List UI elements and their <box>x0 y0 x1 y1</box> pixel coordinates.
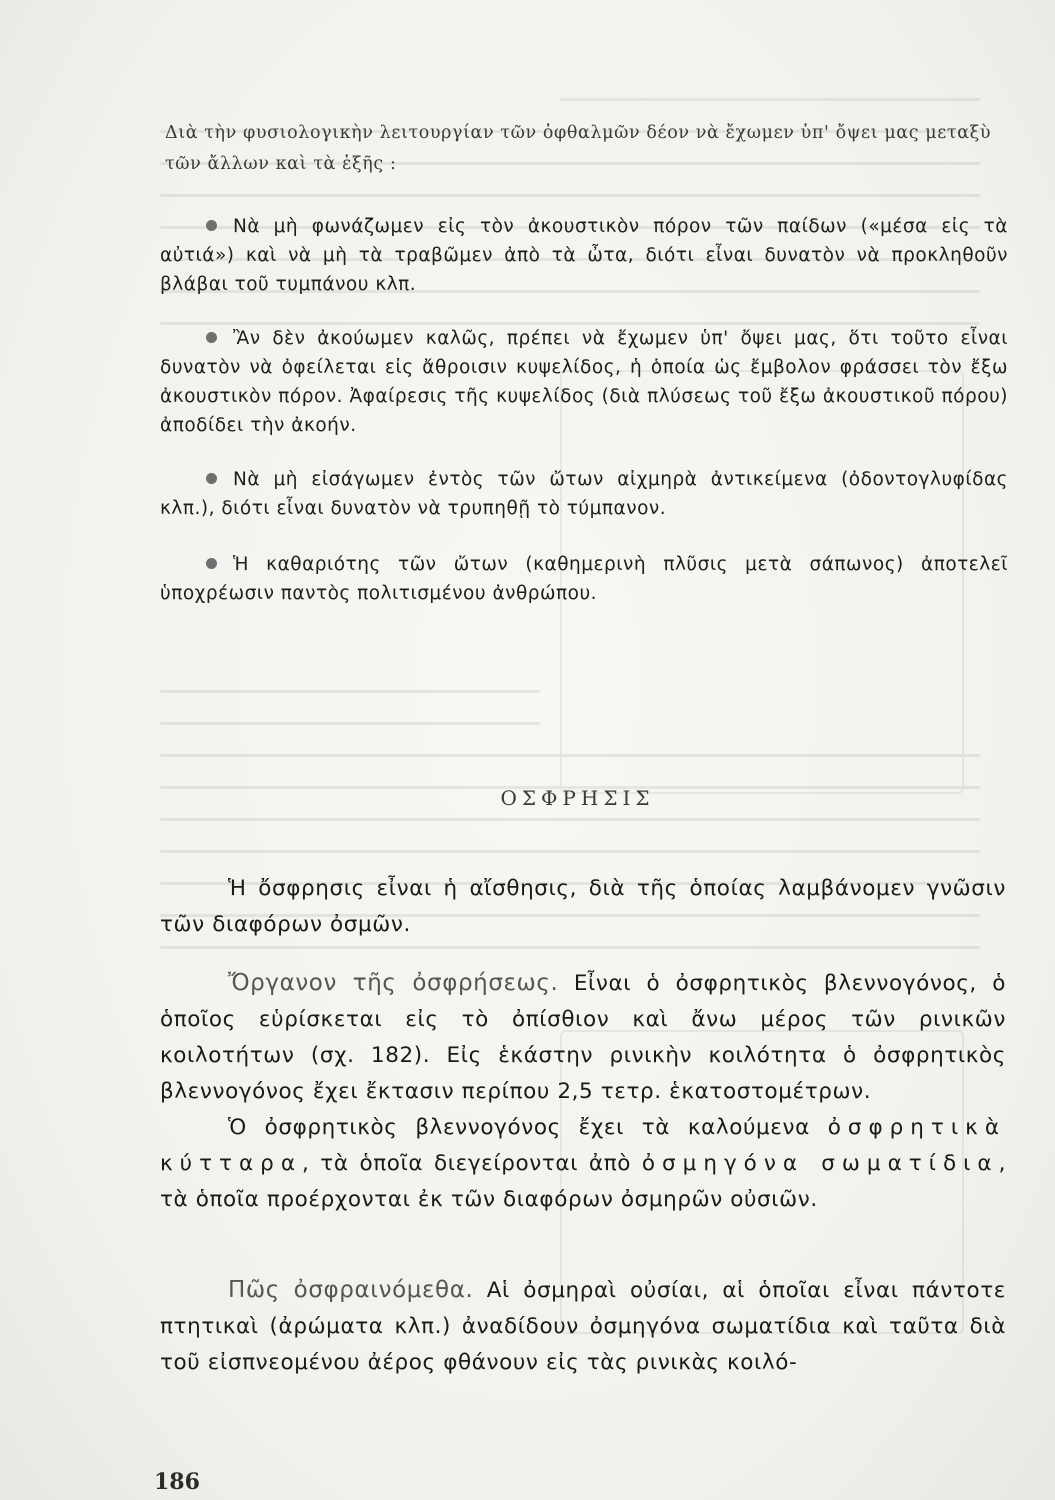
list-item <box>160 212 1008 299</box>
list-item-text: Νὰ μὴ εἰσάγωμεν ἐντὸς τῶν ὤτων αἰχμηρὰ ἀντικείμενα (ὀδοντογλυφίδας κλπ.), διότι εἶναι δυνατὸν νὰ τρυπηθῇ τὸ τύμπανον. <box>160 469 1008 519</box>
smell-section-body <box>160 871 1006 1381</box>
organ-paragraph <box>160 965 1006 1110</box>
bullet-dot-icon <box>206 220 217 231</box>
list-item <box>160 465 1008 523</box>
hearing-care-list <box>160 212 1008 632</box>
organ-subheading: Ὄργανον τῆς ὀσφρήσεως. <box>228 970 559 996</box>
organ-text: Εἶναι ὁ ὀσφρητικὸς βλεννογόνος, ὁ ὁποῖος εὑρίσκεται εἰς τὸ ὀπίσθιον καὶ ἄνω μέρος τῶν ρινικῶν κοιλοτήτων (σχ. 182). Εἰς ἑκάστην ρινικὴν κοιλότητα ὁ ὀσφρητικὸς βλεννογόνος ἔχει ἔκτασιν περίπου 2,5 τετρ. ἑκατοστομέτρων. <box>160 971 1006 1104</box>
list-item-text: Ἡ καθαριότης τῶν ὤτων (καθημερινὴ πλῦσις μετὰ σάπωνος) ἀποτελεῖ ὑποχρέωσιν παντὸς πολιτισμένου ἀνθρώπου. <box>160 554 1008 604</box>
list-item-text: Ἂν δὲν ἀκούωμεν καλῶς, πρέπει νὰ ἔχωμεν ὑπ' ὄψει μας, ὅτι τοῦτο εἶναι δυνατὸν νὰ ὀφείλεται εἰς ἄθροισιν κυψελίδος, ἡ ὁποία ὡς ἔμβολον φράσσει τὸν ἔξω ἀκουστικὸν πόρον. Ἀφαίρεσις τῆς κυψελίδος (διὰ πλύσεως τοῦ ἔξω ἀκουστικοῦ πόρου) ἀποδίδει τὴν ἀκοήν. <box>160 328 1008 436</box>
cells-paragraph <box>160 1110 1006 1218</box>
olfactory-cells-term: ὀσφρητικὰ κύτταρα <box>160 1115 1006 1176</box>
bullet-dot-icon <box>206 558 217 569</box>
definition-paragraph: Ἡ ὄσφρησις εἶναι ἡ αἴσθησις, διὰ τῆς ὁποίας λαμβάνομεν γνῶσιν τῶν διαφόρων ὀσμῶν. <box>160 876 1006 937</box>
list-item-text: Νὰ μὴ φωνάζωμεν εἰς τὸν ἀκουστικὸν πόρον τῶν παίδων («μέσα εἰς τὰ αὐτιά») καὶ νὰ μὴ τὰ τραβῶμεν ἀπὸ τὰ ὦτα, διότι εἶναι δυνατὸν νὰ προκληθοῦν βλάβαι τοῦ τυμπάνου κλπ. <box>160 216 1008 295</box>
odor-particles-term: ὀσμηγόνα σωματίδια <box>641 1151 999 1176</box>
cells-text-a: Ὁ ὀσφρητικὸς βλεννογόνος ἔχει τὰ καλούμενα <box>228 1115 810 1140</box>
intro-paragraph: Διὰ τὴν φυσιολογικὴν λειτουργίαν τῶν ὀφθαλμῶν δέον νὰ ἔχωμεν ὑπ' ὄψει μας μεταξὺ τῶν ἄλλων καὶ τὰ ἑξῆς : <box>165 123 992 174</box>
section-heading: ΟΣΦΡΗΣΙΣ <box>500 786 655 810</box>
list-item <box>160 550 1008 608</box>
bullet-dot-icon <box>206 332 217 343</box>
how-we-smell-subheading: Πῶς ὀσφραινόμεθα. <box>228 1277 474 1303</box>
list-item <box>160 324 1008 440</box>
how-we-smell-paragraph <box>160 1272 1006 1381</box>
cells-text-c: , τὰ ὁποῖα διεγείρονται ἀπὸ <box>302 1151 631 1176</box>
cells-text-e: , τὰ ὁποῖα προέρχονται ἐκ τῶν διαφόρων ὀσμηρῶν οὐσιῶν. <box>160 1151 1006 1212</box>
page-number: 186 <box>154 1469 200 1495</box>
bullet-dot-icon <box>206 473 217 484</box>
how-we-smell-text: Αἱ ὀσμηραὶ οὐσίαι, αἱ ὁποῖαι εἶναι πάντοτε πτητικαὶ (ἀρώματα κλπ.) ἀναδίδουν ὀσμηγόνα σωματίδια καὶ ταῦτα διὰ τοῦ εἰσπνεομένου ἀέρος φθάνουν εἰς τὰς ρινικὰς κοιλό- <box>160 1278 1006 1375</box>
